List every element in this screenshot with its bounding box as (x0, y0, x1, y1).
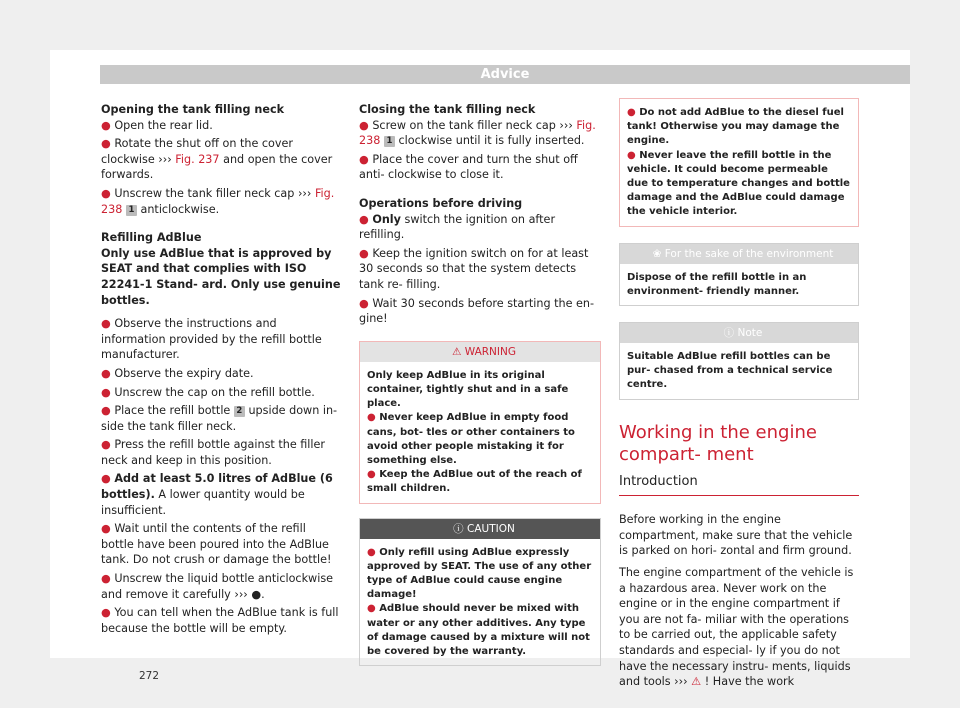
caution-box: ⓘ CAUTION ● Only refill using AdBlue expressly approved by SEAT. The use of any other type of AdBlue could cause engine damage! ● AdBlue should never be mixed with water or any other additives. Any type of damage caused by a mixture will not be covered by the warranty. (359, 518, 601, 667)
warning-icon: ⚠ (452, 345, 462, 358)
list-item: ● Keep the ignition switch on for at least 30 seconds so that the system detects tank re- filling. (359, 246, 589, 291)
page (50, 50, 910, 689)
bullet: ● (101, 118, 111, 132)
fig-link[interactable]: Fig. 238 (101, 186, 335, 216)
column-3: ● Do not add AdBlue to the diesel fuel tank! Otherwise you may damage the engine. ● Never leave the refill bottle in the vehicle. It could become permeable due to temperature changes and bottle damage and the AdBlue could damage the vehicle interior. ❀ For the sake of the environment Dispose of the refill bottle in an environment- friendly manner. ⓘ Note Suitable AdBlue refill bottles can be pur- chased from a technical service centre. Working in the engine compart- ment Introduction Before working in the engine compartment, make sure that the vehicle is parked on hori- zontal and firm ground. The engine compartment of the vehicle is a hazardous area. Never work on the engine or in the engine compartment if you are not fa- miliar with the operations to be carried out, the applicable safety standards and especial- ly if you do not have the necessary instru- ments, liquids and tools ››› ⚠ ! Have the work (619, 98, 859, 690)
heading-opening: Opening the tank filling neck (101, 103, 285, 116)
list-item: ● Add at least 5.0 litres of AdBlue (6 bottles). A lower quantity would be insufficient. (101, 472, 333, 517)
fig-link[interactable]: Fig. 237 (175, 152, 220, 166)
info-icon: ⓘ (723, 327, 735, 340)
note-box: ⓘ Note Suitable AdBlue refill bottles can be pur- chased from a technical service centre. (619, 322, 859, 400)
warning-box: ⚠ WARNING Only keep AdBlue in its original container, tightly shut and in a safe place. ● Never keep AdBlue in empty food cans, bot- tles or other containers to avoid other people mistaking it for something else. ● Keep the AdBlue out of the reach of small children. (359, 341, 601, 504)
section-title: Working in the engine compart- ment (619, 421, 817, 465)
column-2 (359, 102, 601, 666)
subsection-title: Introduction (619, 474, 859, 497)
heading-operations: Operations before driving (359, 196, 523, 210)
caution-header: ⓘ CAUTION (360, 519, 600, 539)
environment-box: ❀ For the sake of the environment Dispose of the refill bottle in an environment- friendly manner. (619, 243, 859, 306)
callout-2: 2 (234, 406, 245, 417)
warning-header: ⚠ WARNING (360, 342, 600, 362)
warning-icon: ⚠ (691, 675, 702, 689)
list-item: ● Rotate the shut off on the cover clockwise ››› Fig. 237 and open the cover forwards. (101, 137, 333, 182)
list-item: ● Unscrew the liquid bottle anticlockwise and remove it carefully ››› ●. (101, 572, 334, 601)
list-item: ● Place the refill bottle 2 upside down in- side the tank filler neck. (101, 404, 338, 433)
column-1 (101, 102, 341, 639)
page-header: Advice (100, 65, 910, 84)
environment-header: ❀ For the sake of the environment (620, 244, 858, 264)
page-number: 272 (139, 670, 160, 682)
fig-link[interactable]: Fig. 238 (359, 118, 596, 148)
list-item: ● Unscrew the tank filler neck cap ››› Fig. 238 1 anticlockwise. (101, 186, 335, 216)
note-header: ⓘ Note (620, 323, 858, 343)
caution-icon: ⓘ (453, 522, 464, 535)
list-item: ● Wait until the contents of the refill bottle have been poured into the AdBlue tank. Do not crush or damage the bottle! (101, 522, 332, 567)
warning-continued-box: ● Do not add AdBlue to the diesel fuel tank! Otherwise you may damage the engine. ● Never leave the refill bottle in the vehicle. It could become permeable due to temperature changes and bottle damage and the AdBlue could damage the vehicle interior. (619, 98, 859, 227)
heading-closing: Closing the tank filling neck (359, 103, 536, 116)
list-item: ● Press the refill bottle against the filler neck and keep in this position. (101, 438, 326, 467)
list-item: ● Observe the expiry date. (101, 366, 254, 380)
list-item: ● Place the cover and turn the shut off anti- clockwise to close it. (359, 152, 578, 182)
list-item: ● Unscrew the cap on the refill bottle. (101, 385, 315, 399)
callout-1: 1 (126, 205, 137, 216)
info-icon: ● (251, 587, 262, 601)
note-bold: Only use AdBlue that is approved by SEAT and that complies with ISO 22241-1 Stand- ard. Only use genuine bottles. (101, 246, 341, 307)
heading-refilling: Refilling AdBlue (101, 231, 202, 245)
list-item: ● You can tell when the AdBlue tank is full because the bottle will be empty. (101, 606, 339, 635)
list-item: ● Observe the instructions and information provided by the refill bottle manufacturer. (101, 317, 322, 362)
list-item: ● Screw on the tank filler neck cap ››› Fig. 238 1 clockwise until it is fully inserted. (359, 118, 596, 148)
leaf-icon: ❀ (652, 247, 662, 260)
callout-1: 1 (384, 136, 395, 147)
list-item: ● Open the rear lid. (101, 118, 213, 132)
list-item: ● Only switch the ignition on after refilling. (359, 212, 556, 242)
list-item: ● Wait 30 seconds before starting the en- gine! (359, 296, 595, 326)
